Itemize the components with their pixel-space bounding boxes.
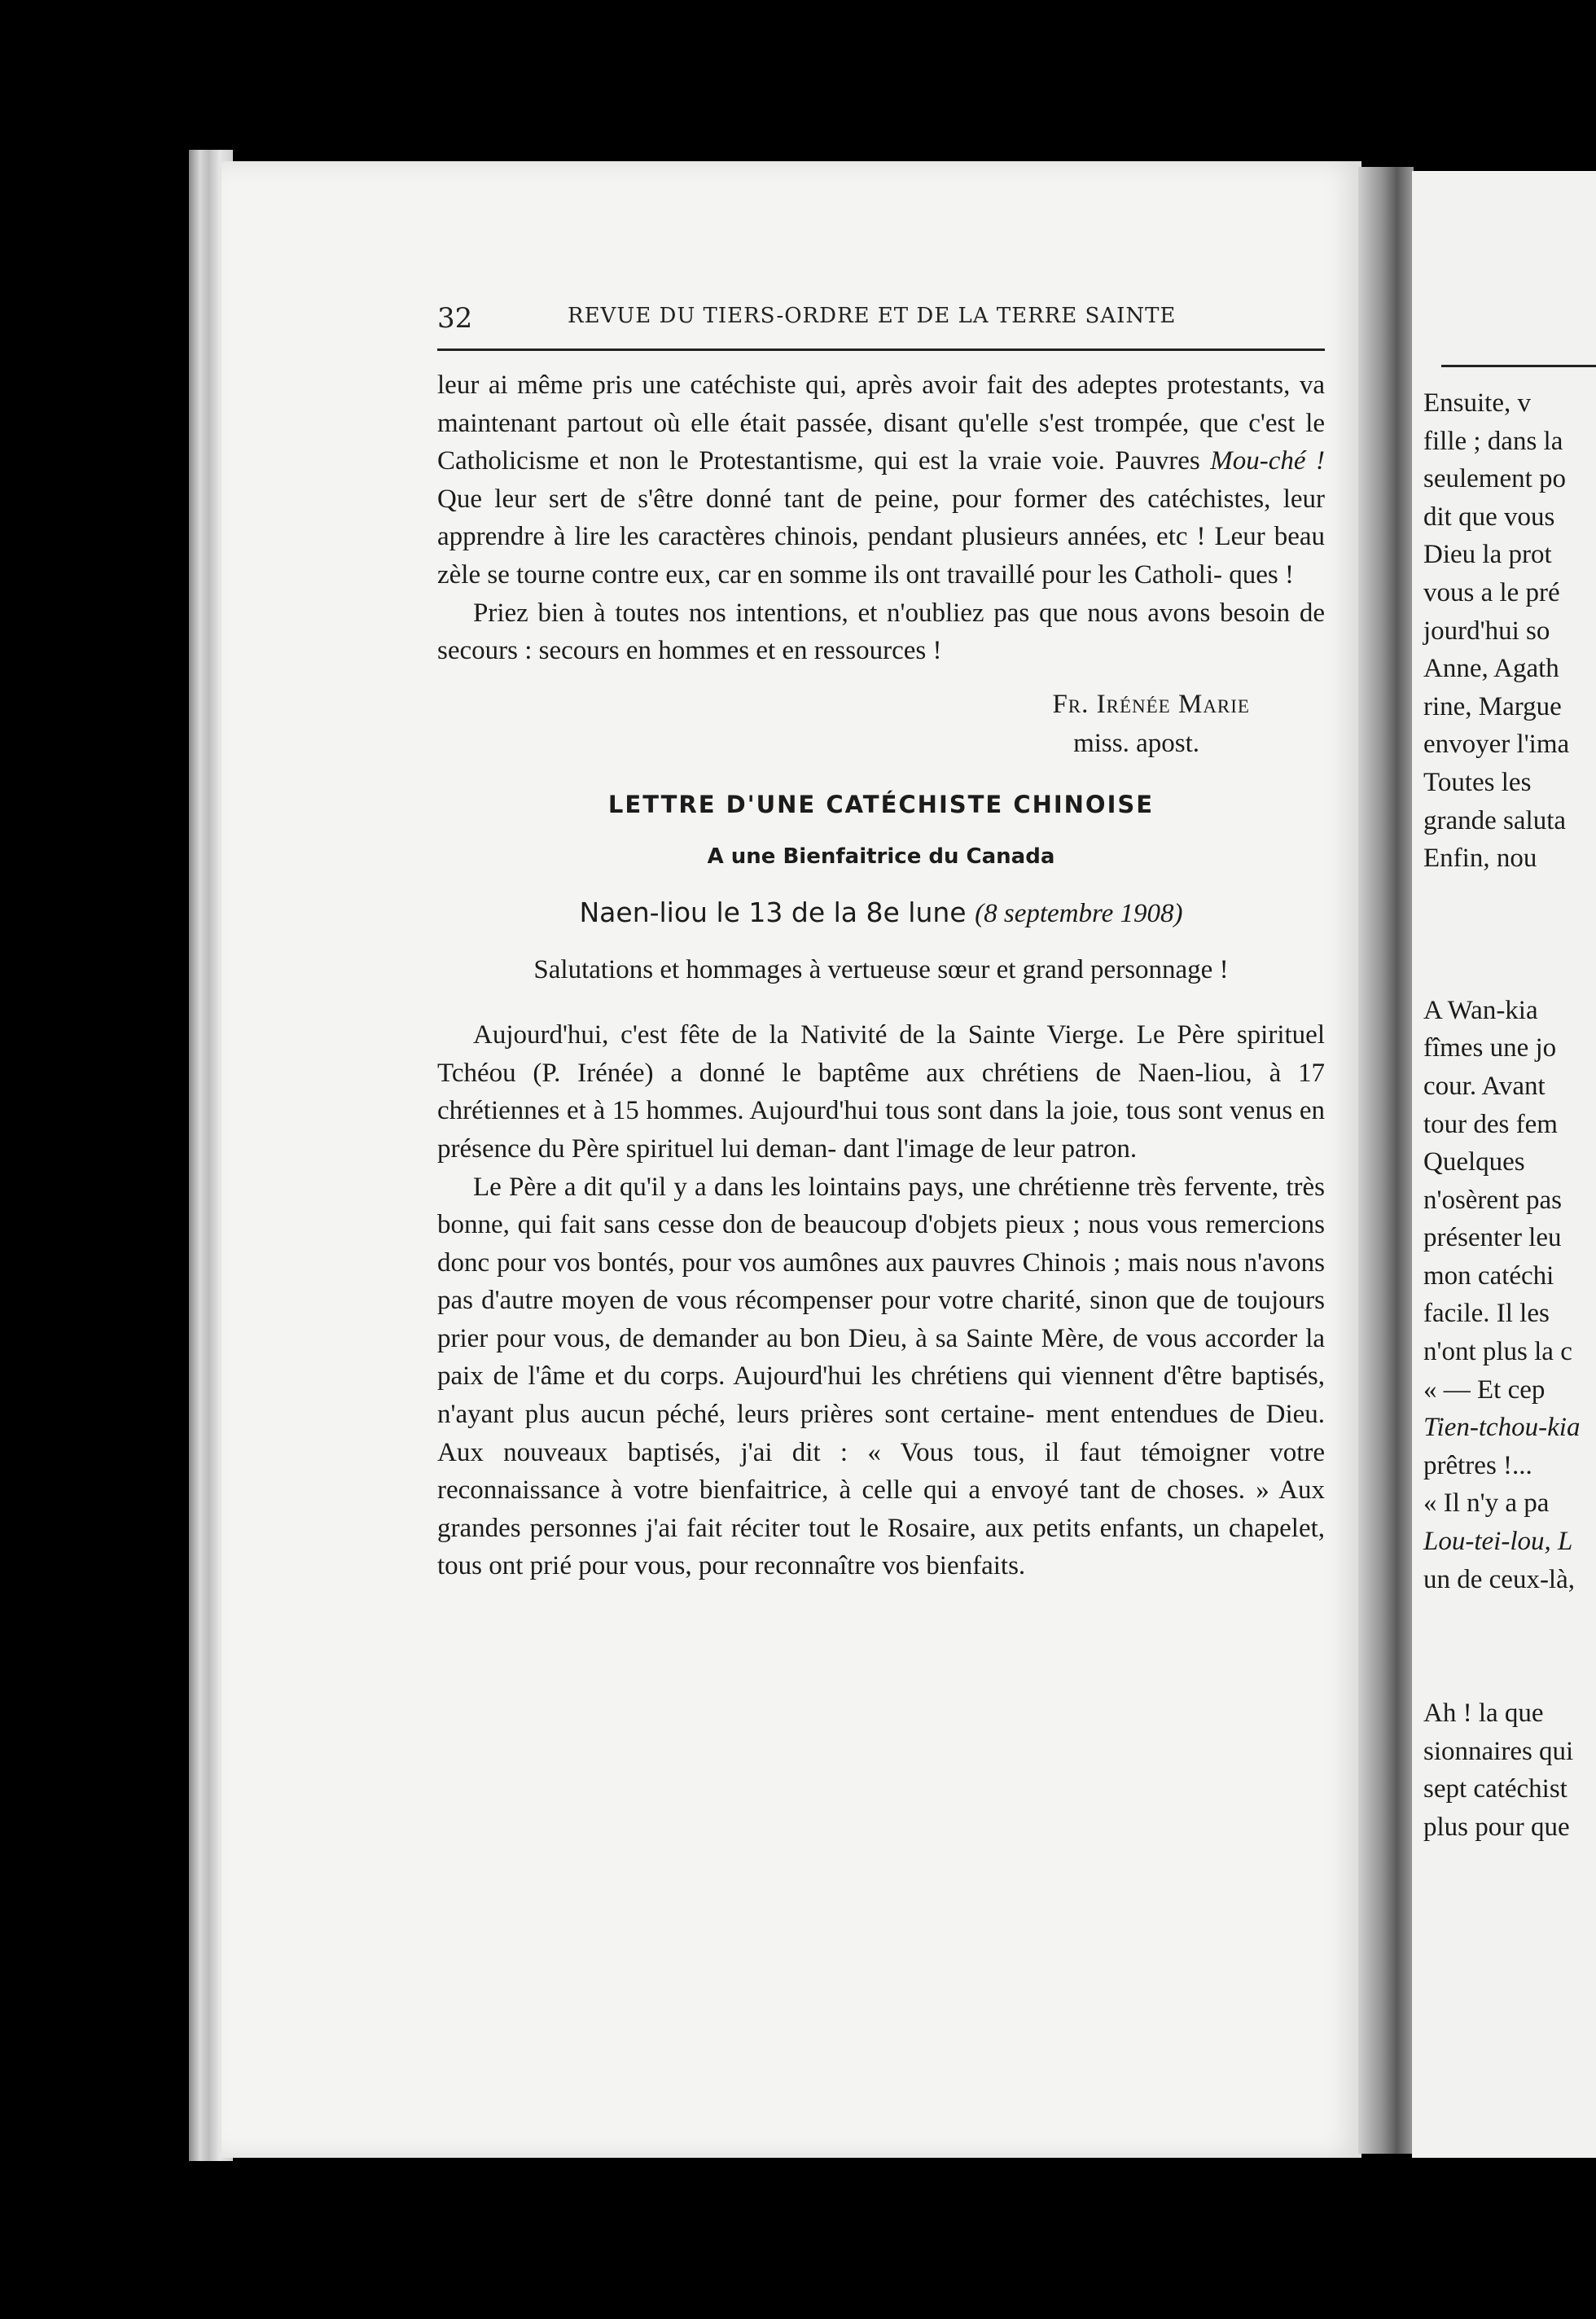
right-block-3 xyxy=(1423,1694,1596,1846)
text-line: n'ont plus la c xyxy=(1423,1337,1572,1367)
text-line: grande saluta xyxy=(1423,805,1567,835)
letter-salutation: Salutations et hommages à vertueuse sœur et grand personnage ! xyxy=(533,954,1229,984)
text-line: cour. Avant xyxy=(1423,1071,1546,1101)
intro-paragraph xyxy=(437,366,1325,594)
signature xyxy=(437,685,1325,763)
text-line: spirituel Tchéou (P. Irénée) a donné le baptême aux chrétiens de xyxy=(437,1020,1325,1088)
text-line: dit que vous xyxy=(1423,502,1555,532)
text-line: Tien-tchou-kia xyxy=(1423,1413,1581,1443)
text-line: tour des fem xyxy=(1423,1109,1558,1139)
book-gutter xyxy=(1358,167,1414,2154)
text-line: ment entendues de Dieu. Aux nouveaux baptisés, j'ai dit : « Vous xyxy=(437,1400,1326,1467)
right-page xyxy=(1412,171,1596,2158)
text-line: Quelques xyxy=(1423,1147,1525,1177)
letter-paragraph-1 xyxy=(437,1016,1325,1168)
text-line: Lou-tei-lou, L xyxy=(1423,1527,1573,1557)
text-line: fîmes une jo xyxy=(1423,1033,1557,1063)
right-block-2 xyxy=(1423,992,1596,1599)
running-title: REVUE DU TIERS-ORDRE ET DE LA TERRE SAINTE xyxy=(568,304,1177,328)
text-line: sionnaires qui xyxy=(1423,1736,1574,1766)
text-line: rine, Margue xyxy=(1423,691,1562,721)
text-line: présenter leu xyxy=(1423,1223,1562,1253)
letter-title: LETTRE D'UNE CATÉCHISTE CHINOISE xyxy=(607,790,1155,818)
text-line: donné tant de peine, pour former des catéchistes, leur apprendre à lire xyxy=(437,484,1325,552)
signature-name: Fr. Irénée Marie xyxy=(1052,689,1250,719)
text-line: Le Père a dit qu'il y a dans les lointains pays, une chrétienne très xyxy=(473,1172,1177,1202)
signature-role: miss. apost. xyxy=(1073,728,1199,758)
left-page-content xyxy=(221,161,1361,2158)
text-line: un de ceux-là, xyxy=(1423,1564,1575,1594)
text-line: les caractères chinois, pendant plusieurs années, etc ! Leur beau zèle xyxy=(437,522,1325,590)
header-rule xyxy=(437,349,1325,351)
right-block-1 xyxy=(1423,384,1596,878)
letter-paragraph-2 xyxy=(437,1168,1325,1586)
text-line: Dieu la prot xyxy=(1423,540,1552,570)
text-line: d'être baptisés, n'ayant plus aucun péché, leurs prières sont certaine- xyxy=(437,1361,1326,1430)
running-header xyxy=(437,296,1325,344)
page-number: 32 xyxy=(437,302,473,335)
text-line: fille ; dans la xyxy=(1423,426,1563,456)
text-line: celle qui a envoyé tant de choses. » Aux grandes personnes j'ai fait xyxy=(437,1475,1325,1543)
right-header-rule xyxy=(1441,365,1596,367)
text-line: besoin de secours : secours en hommes et en ressources ! xyxy=(437,598,1326,666)
text-line: récompenser pour votre charité, sinon que de toujours prier pour xyxy=(437,1286,1325,1353)
text-line: « — Et cep xyxy=(1423,1374,1546,1405)
text-line: facile. Il les xyxy=(1423,1299,1550,1329)
text-line: aux pauvres Chinois ; mais nous n'avons pas d'autre moyen de vous xyxy=(437,1247,1326,1316)
letter-date: (8 septembre 1908) xyxy=(975,898,1183,928)
text-line: A Wan-kia xyxy=(1423,995,1538,1025)
text-line: Toutes les xyxy=(1423,767,1532,797)
intro-paragraph-2 xyxy=(437,594,1325,670)
text-line: prêtres !... xyxy=(1423,1450,1532,1480)
text-line: seulement po xyxy=(1423,464,1567,494)
letter-place: Naen-liou le 13 de la 8e lune xyxy=(579,896,967,928)
text-line: pour vous, pour reconnaître vos bienfaits. xyxy=(578,1551,1026,1581)
text-line: Naen-liou, à 17 chrétiennes et à 15 hommes. Aujourd'hui tous sont xyxy=(437,1058,1326,1126)
text-line: qui est la vraie voie. Pauvres Mou-ché ! Que leur sert de s'être xyxy=(437,446,1326,514)
text-line: ques ! xyxy=(1229,559,1294,590)
left-page-text xyxy=(437,366,1325,1585)
text-line: fervente, très bonne, qui fait sans cesse don de beaucoup d'objets xyxy=(437,1172,1325,1240)
text-line: pieux ; nous vous remercions donc pour vos bontés, pour vos aumônes xyxy=(437,1210,1326,1278)
text-line: Ensuite, v xyxy=(1423,388,1531,418)
text-line: Anne, Agath xyxy=(1423,654,1559,684)
text-line: la paix de l'âme et du corps. Aujourd'hui les chrétiens qui viennent xyxy=(437,1323,1326,1392)
text-line: mon catéchi xyxy=(1423,1260,1554,1291)
letter-subtitle: A une Bienfaitrice du Canada xyxy=(707,844,1055,870)
text-line: s'est trompée, que c'est le Catholicisme et non le Protestantisme, xyxy=(437,408,1326,476)
text-line: dans la joie, tous sont venus en présence du Père spirituel lui deman- xyxy=(437,1096,1326,1164)
text-line: sept catéchist xyxy=(1423,1774,1568,1804)
text-line: plus pour que xyxy=(1423,1813,1570,1842)
text-line: réciter tout le Rosaire, aux petits enfants, un chapelet, tous ont prié xyxy=(437,1513,1326,1581)
text-line: « Il n'y a pa xyxy=(1423,1488,1550,1519)
text-line: dant l'image de leur patron. xyxy=(843,1133,1138,1164)
text-line: protestants, va maintenant partout où elle était passée, disant qu'elle xyxy=(437,370,1325,438)
text-line: Priez bien à toutes nos intentions, et n'oubliez pas que nous avons xyxy=(473,598,1211,628)
text-line: jourd'hui so xyxy=(1423,616,1550,646)
text-line: leur ai même pris une catéchiste qui, après avoir fait des adeptes xyxy=(437,370,1158,400)
text-line: Enfin, nou xyxy=(1423,844,1537,874)
text-line: Ah ! la que xyxy=(1423,1699,1544,1729)
text-line: n'osèrent pas xyxy=(1423,1185,1562,1215)
text-line: vous a le pré xyxy=(1423,577,1560,607)
text-line: envoyer l'ima xyxy=(1423,730,1570,760)
letter-place-date xyxy=(437,894,1325,933)
right-page-text xyxy=(1423,384,1596,1847)
text-line: vous, de demander au bon Dieu, à sa Sainte Mère, de vous accorder xyxy=(553,1323,1298,1353)
text-line: tous, il faut témoigner votre reconnaissance à votre bienfaitrice, à xyxy=(437,1437,1326,1506)
italic-term: Mou-ché ! xyxy=(1210,446,1326,476)
text-line: Aujourd'hui, c'est fête de la Nativité de la Sainte Vierge. Le Père xyxy=(473,1020,1226,1050)
text-line: se tourne contre eux, car en somme ils ont travaillé pour les Catholi- xyxy=(487,559,1223,590)
